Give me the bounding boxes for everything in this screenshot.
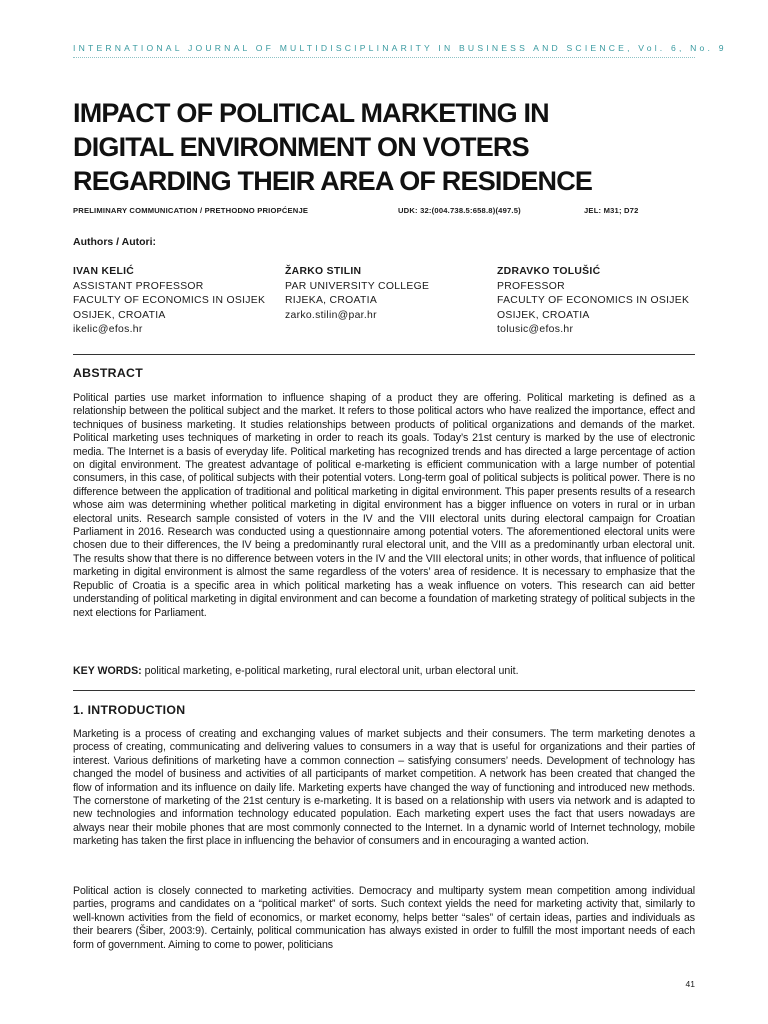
author-affiliation: FACULTY OF ECONOMICS IN OSIJEK bbox=[497, 295, 690, 307]
author-name: IVAN KELIĆ bbox=[73, 266, 135, 277]
title-line: DIGITAL ENVIRONMENT ON VOTERS bbox=[73, 132, 529, 162]
section-divider bbox=[73, 690, 695, 691]
jel-code: JEL: M31; D72 bbox=[584, 206, 639, 215]
keywords-label: KEY WORDS: bbox=[73, 665, 142, 677]
author-affiliation: FACULTY OF ECONOMICS IN OSIJEK bbox=[73, 295, 266, 307]
author-role: PAR UNIVERSITY COLLEGE bbox=[285, 280, 430, 292]
title-line: IMPACT OF POLITICAL MARKETING IN bbox=[73, 98, 549, 128]
author-email[interactable]: tolusic@efos.hr bbox=[497, 324, 574, 336]
paper-title bbox=[73, 96, 713, 198]
page-number: 41 bbox=[685, 979, 695, 989]
author-name: ŽARKO STILIN bbox=[285, 266, 362, 277]
author-role: ASSISTANT PROFESSOR bbox=[73, 280, 204, 292]
author-email[interactable]: ikelic@efos.hr bbox=[73, 324, 143, 336]
section-divider bbox=[73, 354, 695, 355]
author-email[interactable]: zarko.stilin@par.hr bbox=[285, 309, 377, 321]
journal-header: INTERNATIONAL JOURNAL OF MULTIDISCIPLINARITY IN BUSINESS AND SCIENCE, Vol. 6, No. 9 bbox=[73, 43, 727, 53]
title-line: REGARDING THEIR AREA OF RESIDENCE bbox=[73, 166, 593, 196]
author-affiliation: RIJEKA, CROATIA bbox=[285, 295, 378, 307]
introduction-paragraph: Marketing is a process of creating and exchanging values of market subjects and their consumers. The term marketing denotes a process of creating, communicating and delivering values to consumers in a way that is useful for organizations and their parties of interest. Various definitions of marketing have a common connection – satisfying consumers’ needs. Development of technology has changed the model of business and activities of all participants of market competition. A network has been created that changed the flow of information and its influence on daily life. Marketing experts have changed the way of functioning and introduced new methods. The cornerstone of marketing of the 21st century is e-marketing. It is based on a relationship with users via network and is adapted to new technologies and information technology educated population. Each marketing expert uses the fact that users nowadays are always near their mobile phones that are most commonly connected to the Internet. In a dynamic world of Internet technology, mobile marketing has taken the first place in influencing the behavior of consumers and in encouraging a wanted action. bbox=[73, 728, 695, 848]
authors-label: Authors / Autori: bbox=[73, 236, 157, 248]
author-block bbox=[285, 265, 429, 323]
author-location: OSIJEK, CROATIA bbox=[497, 309, 590, 321]
article-meta bbox=[73, 206, 695, 218]
article-type: PRELIMINARY COMMUNICATION / PRETHODNO PRIOPĆENJE bbox=[73, 206, 309, 215]
author-block bbox=[73, 265, 265, 338]
udk-code: UDK: 32:(004.738.5:658.8)(497.5) bbox=[398, 206, 521, 215]
abstract-heading: ABSTRACT bbox=[73, 366, 144, 380]
keywords-text: political marketing, e-political marketing, rural electoral unit, urban electoral unit. bbox=[141, 665, 519, 677]
author-block bbox=[497, 265, 689, 338]
author-name: ZDRAVKO TOLUŠIĆ bbox=[497, 266, 601, 277]
introduction-heading: 1. INTRODUCTION bbox=[73, 703, 186, 717]
introduction-paragraph: Political action is closely connected to marketing activities. Democracy and multiparty system mean competition among individual parties, programs and candidates on a “political market” of sorts. Such context yields the need for marketing activity that, similarly to well-known activities from the field of economics, or market economy, helps better “sales” of certain ideas, parties and individuals as their bearers (Šiber, 2003:9). Certainly, political communication has always existed in order to fulfill the most important needs of each form of government. Aiming to come to power, politicians bbox=[73, 885, 695, 951]
author-role: PROFESSOR bbox=[497, 280, 565, 292]
header-divider bbox=[73, 57, 695, 58]
paper-page bbox=[73, 0, 727, 1024]
abstract-text: Political parties use market information to influence shaping of a product they are offering. Political marketing is defined as a relationship between the political subject and the market. It refers to those political actors who have realized the importance, effect and techniques of business marketing. It studies relationships between products of political organizations and demands of the market. Political marketing uses techniques of marketing in order to reach its goals. Today’s 21st century is marked by the use of electronic media. The Internet is a basis of everyday life. Political marketing has recognized trends and has directed a large percentage of action on digital environment. The greatest advantage of political e-marketing is efficient communication with a large number of potential consumers, in this case, of political subjects with their potential voters. Long-term goal of political subjects is political power. There is no difference between the application of traditional and political marketing in digital environment. This paper presents results of a research whose aim was determining whether political marketing in digital environment has a bigger influence on voters in rural or in urban electoral units. Research sample consisted of voters in the IV and the VIII electoral units during electoral campaign for Croatian Parliament in 2016. Research was conducted using a questionnaire among potential voters. The aforementioned electoral units were chosen due to their differences, the IV being a predominantly rural electoral unit, and the VIII as a predominantly urban electoral unit. The results show that there is no difference between voters in the IV and the VIII electoral units; in other words, that influence of political marketing in digital environment is almost the same regardless of the voters’ area of residence. It is necessary to emphasize that the Republic of Croatia is a specific area in which political marketing has a weak influence on voters. This research can aid better understanding of political marketing in digital environment and can become a foundation of marketing strategy of political subjects in the next elections for Parliament. bbox=[73, 392, 695, 619]
keywords bbox=[73, 665, 695, 678]
author-location: OSIJEK, CROATIA bbox=[73, 309, 166, 321]
